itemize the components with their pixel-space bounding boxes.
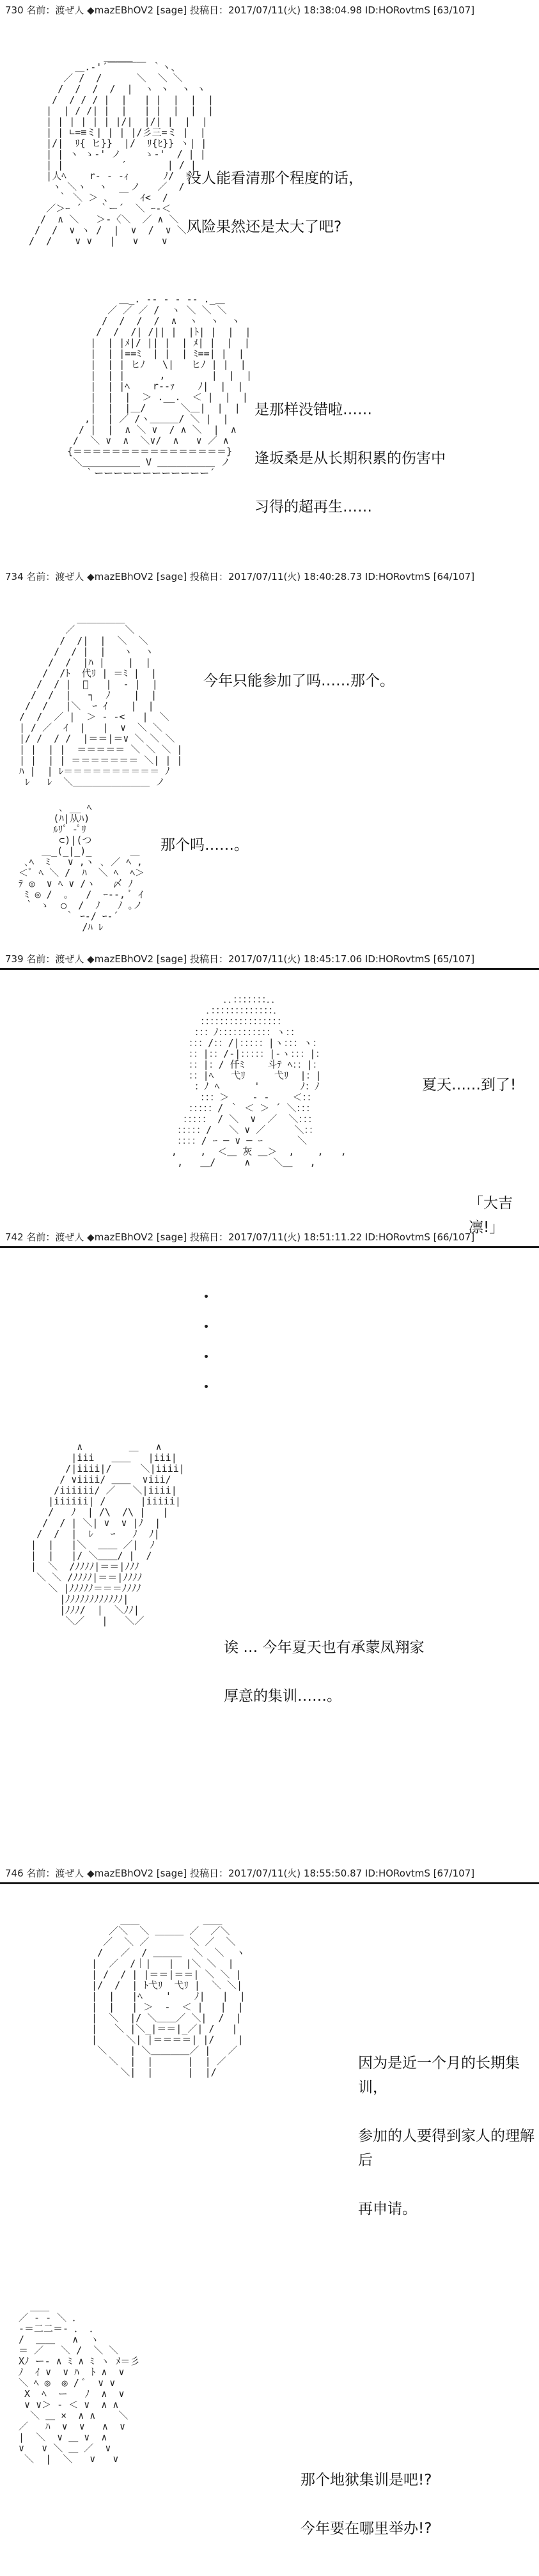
post-header-730: 730 名前：渡ぜ人 ◆mazEBhOV2 [sage] 投稿日：2017/07/11(火) 18:38:04.98 ID:HORovtmS [63/107] [5,4,475,16]
dialog-line: 参加的人要得到家人的理解后 [358,2128,535,2169]
dialog-739-a [422,1049,516,1121]
ascii-art-character-5: ．．：：：：：：：．． ．：：：：：：：：：：：：：． ：：：：：：：：：：：：：：：：： ：：：ﾉ：：：：：：：：：：：ヽ：： ：：：/：：/|：：：：：|ヽ：：：ヽ： ：：|：：/‐|：：：：：|‐ヽ：：：|： ：：|：/ 仟ﾐ 斗ﾃ ﾍ：：|： ：：|ﾍ 弋ﾘ 弋ﾘ |：| ：ﾉ ﾍ ' ﾉ：ﾉ ：：：＞ ‐ ‐ ＜：： ：：：：：/ ｀ ＜ ＞ ´ ＼：：： ：：：：： / ＼ ∨ ／ ＼：：： ：：：：：/ ＼ ∨ ／ ＼：： ：：：：/ ｰ ─ ∨ ─ ｰ ＼ , , ＜＿ 灰 ＿＞ , , , , ＿/ ∧ ＼＿ , [171,994,347,1168]
dialog-line: 没人能看清那个程度的话， [187,170,363,187]
dialog-line: 「大吉凛!」 [469,1195,513,1236]
dialog-line: 诶 … 今年夏天也有承蒙凤翔家 [224,1639,425,1656]
dialog-line: 夏天……到了! [422,1077,517,1093]
dialog-746-b [301,2444,432,2565]
ascii-art-character-1: _____ ＿.-'´￣￣￣￣ ｀ヽ、 ／ / / ＼ ＼ ＼ / / / / | ヽ ヽ ヽ ヽ / / / / | | | | | | | | | / /| | | | | | | | | | | | | | |/| |/| | | | | | ∟=≡ミ| | | |/彡三=ミ | | |/| ﾘ{ ヒ}} |/ ﾘ{ﾋ}} ヽ| | | | ヽ ゝ-' ノ ゝ-' / | | | | ′ | / | |人ﾍ r- - -ｨ ﾉ/ ﾘ ヽ ＼ヽ ヽ ノ ／ / ｀ ＼ ＞ 、 ￣ ｲ< / ／＞ｰ ´ ｀ー´ ＼ ｰ‐＜ / ∧ ＼ ＞-〈＼ ／ ∧ ＼ / / ∨ ヽ / | ∨ / ∨ ＼ / / ∨ ∨ | ∨ ∨ [29,51,214,247]
ascii-art-character-6: ∧ ＿ ∧ |iii ＿＿ |iii| /|iiii|/ ＼|iiii| / ∨iiii/ ＿＿ ∨iii/ /iiiiii/ ／ ＼|iiii| |iiiiii| / |iiiii| / ﾉ | /\ /\ | | / / | ＼| ∨ ∨ |ﾉ | / / | ﾚ ｰ ﾉ ﾉ| | | |＼ ＿＿ ／| ﾉ | | |/ ＼＿＿/ | / | ＼ /ﾉﾉﾉﾉ|＝＝|ﾉﾉﾉ ＼ ＼ /ﾉﾉﾉﾉ|＝＝|ﾉﾉﾉﾉ ＼ |ﾉﾉﾉﾉﾉ＝＝＝ﾉﾉﾉﾉ |ﾉﾉﾉﾉﾉﾉﾉﾉﾉﾉﾉﾉ| |ﾉﾉﾉ/ | ＼ﾉﾉ| ＼／ | ＼／ [31,1441,185,1627]
post-header-734: 734 名前：渡ぜ人 ◆mazEBhOV2 [sage] 投稿日：2017/07/11(火) 18:40:28.73 ID:HORovtmS [64/107] [5,571,475,582]
ascii-art-character-4: ､ __ ﾍ (ﾊ|从ﾊ) ﾙﾘﾟ -ﾟﾘ ⊂)|(つ ＿_(_|_)_ ＿ ､ﾍ ﾐ ∨ ,ヽ ､ ／ ﾍ , ＜ﾞ ﾍ ＼ / ﾊ ＼ ﾍ ﾍ＞ ﾃ ◎ ∨ ﾍ ∨ /ヽ 〆 ﾉ ﾐ ◎ / ｡ / ｰ--, ﾞ ｲ ｀ ゝ ○ / ﾉ ﾉ ｡ノ ｀ ｰ‐/ ｰ‐´ /ﾊ ﾚ [19,802,145,933]
dialog-line: 今年要在哪里举办!? [301,2520,432,2537]
dialog-730-b [254,373,446,543]
dialog-line: 因为是近一个月的长期集训， [358,2055,520,2096]
ellipsis-dots [205,1295,208,1415]
dialog-line: 那个地狱集训是吧!? [301,2472,432,2488]
dialog-line: 逢坂桑是从长期积累的伤害中 [254,450,446,467]
dialog-739-b [469,1167,539,1264]
ascii-art-character-8: ＿＿ ／ ‐ ‐ ＼ ． ‐＝二二＝‐ ． ． / ＿＿ ∧ ヽ ＝ ／ ＼ / ＼ ＼ Xﾉ ー‐ ∧ ﾐ ∧ ﾐ ヽ ﾒ＝彡 ﾉ ｲ ∨ ∨ ﾊ ﾄ ∧ ∨ ＼ ﾍ ◎ ◎ / ﾞ ∨ ∨ X ﾍ ー ﾉ ∧ ∨ ∨ ∨＞ - ＜ ∨ ∧ ∧ ＼ ＿ × ∧ ∧ ＼ ／ ﾊ ∨ ∨ ∧ ∨ | ＼ ∨ ＿ ∨ ∧ ∨ ∨ ＼ ＿ ／ ∨ ＼ | ＼ ∨ ∨ [19,2301,140,2465]
post-header-746: 746 名前：渡ぜ人 ◆mazEBhOV2 [sage] 投稿日：2017/07/11(火) 18:55:50.87 ID:HORovtmS [67/107] [5,1868,475,1879]
dialog-line: 习得的超再生…… [254,499,372,515]
dialog-742-a [224,1611,425,1733]
dialog-line: 是那样没错啦…… [254,402,372,418]
dialog-line: 那个吗……。 [160,837,249,854]
ascii-art-character-7: ＿＿ ＿＿ ／＼ ＼ ＿＿＿ ／ ／＼ ／ ＼ ／ ＼ ／ ＼ / ／ / ＿＿＿ ＼ ＼ ヽ | ／ /｜| | |＼ ＼ | | / / | |＝＝|＝＝| ＼ ＼ | |/ / | ﾄ弋ﾘ 弋ﾘ | ＼ ＼| | | |ﾍ ' ﾉ| | | | | | ＞ ‐ ＜ | | | | ＼ |/ ＼＿＿／ ＼| / | | ＼ |＼_|＝＝|_／| / | | ＼| |＝＝＝＝| |/ | ＼ | ＼＿＿＿＿／ | ／ ＼ | | | | ／ ＼| | | |/ [91,1914,246,2078]
dialog-line: 厚意的集训……。 [224,1688,341,1705]
dialog-734-a [203,644,394,717]
dialog-line: 再申请。 [358,2201,417,2217]
dialog-734-b [160,809,249,882]
post-divider [0,1246,539,1248]
post-divider [0,968,539,970]
dialog-line: 风险果然还是太大了吧? [187,219,342,235]
dialog-line: 今年只能参加了吗……那个。 [203,673,394,689]
post-header-739: 739 名前：渡ぜ人 ◆mazEBhOV2 [sage] 投稿日：2017/07/11(火) 18:45:17.06 ID:HORovtmS [65/107] [5,953,475,965]
dialog-746-a [358,2027,539,2245]
post-divider [0,1882,539,1884]
post-header-742: 742 名前：渡ぜ人 ◆mazEBhOV2 [sage] 投稿日：2017/07/11(火) 18:51:11.22 ID:HORovtmS [66/107] [5,1231,475,1243]
ascii-art-character-2: ＿_. -- ‐ ‐ -- ._＿ ／ ／ ／ / ヽ ＼ ＼ ＼ / / / / ∧ ヽ ヽ ヽ / / /| /|| | |ﾄ| | | | | | |ﾒ|/ || | | ﾒ| | | | | | |==ﾐ | | | ﾐ==| | | | | | ヒﾉ \| ヒﾉ | | | | | | , | | | | | |ﾍ r--ｧ ﾉ| | | | | | ＞ .__. ＜ | | | | | |＿/ ＼＿| | | ,| | ／ /ヽ＿＿＿/ ＼ | | / | | ∧ ＼ ∨ / ∧ ＼ | ∧ / ＼ ∨ ∧ ＼∨/ ∧ ∨ ／ ∧ {＝＝＝＝＝＝＝＝＝＝＝＝＝＝＝＝} ＼＿＿＿＿＿＿ V ＿＿＿＿＿＿ ノ ｀ーーーーーーーーーーーー´ [67,293,252,479]
dialog-730-a [187,142,363,263]
ascii-art-character-3: ＿＿＿＿＿ ／ ＼ / /| | ＼ ＼ / / | | ヽ ヽ / / |ﾊ | | | / /ﾄ 代ﾘ | ＝ﾐ | | / / | ﾟ | ‐ | | / / | ┐ ﾉ | | / / |＼ ｰ ｲ | | / / ／ | ＞ ‐ ‐< | ＼ | / ／ ｲ | | ∨ ＼ ＼ |/ / / / |＝＝|＝∨ ＼ ＼ ＼ | | | | ＝＝＝＝＝ ＼ ＼ ＼ | | | | | ＝＝＝＝＝＝＝ ＼| | | ﾊ | | ﾚ＝＝＝＝＝＝＝＝＝＝ ﾉ ﾚ ﾚ ＼＿＿＿＿＿＿＿＿ ノ [19,613,183,788]
